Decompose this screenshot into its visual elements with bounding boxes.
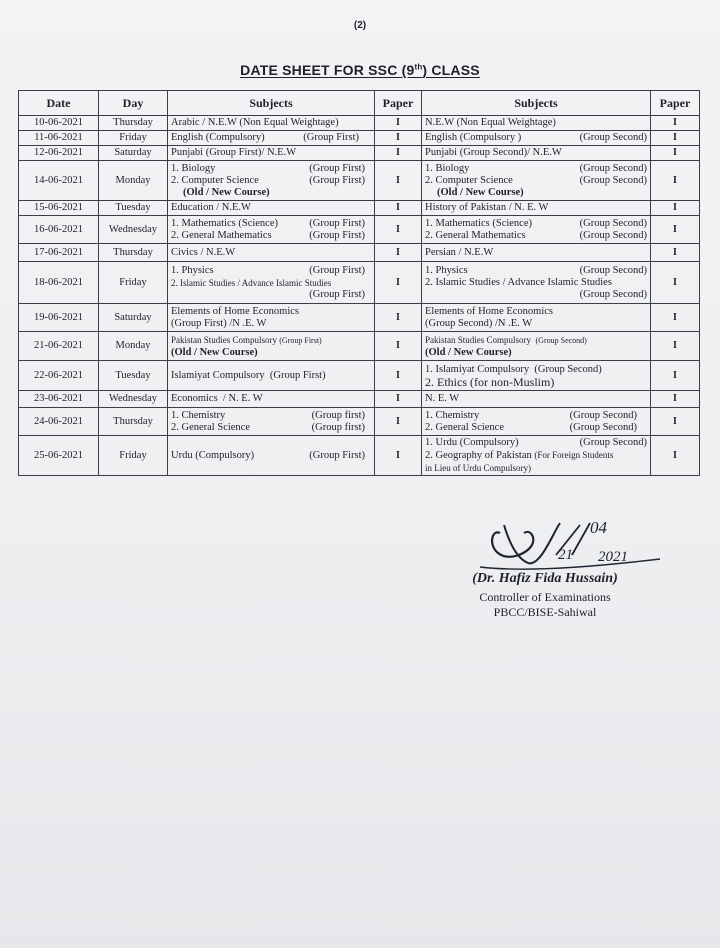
subject-text: 1. Chemistry [425,409,480,421]
paper-cell: I [375,116,422,131]
subject-group-second-cell [422,304,651,332]
subject-group-first-cell [168,361,375,391]
subject-text: English (Compulsory ) [425,132,522,143]
date-cell: 16-06-2021 [19,216,99,244]
date-cell: 24-06-2021 [19,408,99,436]
paper-cell: I [375,244,422,262]
subject-note: (For Foreign Students [534,450,614,460]
group-label: (Group First) [309,449,365,461]
table-row [19,361,700,391]
table-row [19,244,700,262]
paper-cell: I [651,262,700,304]
course-note: (Old / New Course) [183,186,270,198]
table-row [19,262,700,304]
subject-group-second-cell [422,436,651,476]
paper-cell: I [375,332,422,361]
subject-group-first-cell [168,216,375,244]
paper-cell: I [375,361,422,391]
subject-text: (Group Second) /N .E. W [425,317,533,329]
subject-group-first-cell [168,436,375,476]
day-cell: Friday [99,131,168,146]
subject-group-first-cell [168,146,375,161]
date-cell: 21-06-2021 [19,332,99,361]
signatory-office: PBCC/BISE-Sahiwal [493,605,597,619]
subject-text: 2. Islamic Studies / Advance Islamic Studies [171,277,332,288]
table-row [19,146,700,161]
course-note: (Old / New Course) [425,346,512,358]
subject-group-second-cell [422,262,651,304]
table-row [19,391,700,408]
paper-cell: I [651,161,700,201]
header-subjects-group-first: Subjects [168,91,375,116]
group-label: (Group Second) [579,264,647,276]
header-paper-group-second: Paper [651,91,700,116]
subject-text: Persian / N.E.W [425,246,494,258]
title-end: ) CLASS [422,62,480,78]
header-date: Date [19,91,99,116]
paper-cell: I [651,201,700,216]
subject-text: (Group First) /N .E. W [171,317,267,329]
subject-group-first-cell [168,201,375,216]
header-subjects-group-second: Subjects [422,91,651,116]
paper-cell: I [375,201,422,216]
subject-text: N.E.W (Non Equal Weightage) [425,117,556,128]
group-label: (Group Second) [579,288,647,300]
subject-text: Elements of Home Economics [171,305,300,317]
subject-text: Elements of Home Economics [425,305,554,317]
subject-group-second-cell [422,408,651,436]
subject-group-second-cell [422,146,651,161]
subject-text: Arabic / N.E.W (Non Equal Weightage) [171,117,339,128]
subject-text: Economics / N. E. W [171,393,263,404]
page-number: (2) [353,20,367,31]
subject-text: 1. Physics [171,264,214,276]
subject-group-second-cell [422,201,651,216]
group-label: (Group Second) [579,162,647,174]
date-cell: 22-06-2021 [19,361,99,391]
day-cell: Friday [99,262,168,304]
paper-cell: I [375,161,422,201]
subject-text: Pakistan Studies Compulsory [171,334,278,345]
subject-text: 1. Urdu (Compulsory) [425,437,519,448]
paper-cell: I [651,332,700,361]
group-label: (Group first) [311,409,365,421]
paper-cell: I [375,262,422,304]
subject-text: 2. Ethics (for non-Muslim) [425,374,555,389]
subject-group-second-cell [422,216,651,244]
title-main: DATE SHEET FOR SSC (9 [240,62,415,78]
page-title [0,62,720,78]
subject-group-second-cell [422,161,651,201]
group-label: (Group First) [309,288,365,300]
signature-date-day: 21 [558,547,573,563]
paper-cell: I [375,216,422,244]
paper-cell: I [375,131,422,146]
subject-text: 2. General Science [425,421,505,433]
date-cell: 23-06-2021 [19,391,99,408]
day-cell: Thursday [99,408,168,436]
subject-group-second-cell [422,332,651,361]
table-row [19,201,700,216]
table-row [19,408,700,436]
course-note: (Old / New Course) [437,186,524,198]
group-label: (Group first) [311,421,365,433]
group-label: (Group Second) [579,174,647,186]
signature-date-month: 04 [590,518,607,537]
header-day: Day [99,91,168,116]
subject-text: English (Compulsory) [171,132,265,143]
signature-date-year: 2021 [598,549,628,565]
paper-cell: I [375,436,422,476]
day-cell: Monday [99,332,168,361]
subject-group-first-cell [168,116,375,131]
group-label: (Group Second) [569,409,637,421]
subject-text: History of Pakistan / N. E. W [425,202,549,213]
subject-text: 1. Biology [171,162,216,174]
subject-group-first-cell [168,408,375,436]
paper-cell: I [651,391,700,408]
day-cell: Wednesday [99,216,168,244]
table-row [19,161,700,201]
subject-text: Islamiyat Compulsory (Group First) [171,369,326,381]
subject-text: 1. Islamiyat Compulsory (Group Second) [425,363,602,375]
group-label: (Group Second) [535,335,587,345]
date-cell: 15-06-2021 [19,201,99,216]
subject-note: in Lieu of Urdu Compulsory) [425,463,531,473]
table-row [19,131,700,146]
subject-text: 2. Computer Science [425,174,513,186]
day-cell: Monday [99,161,168,201]
subject-group-first-cell [168,262,375,304]
paper-cell: I [651,361,700,391]
subject-group-first-cell [168,304,375,332]
day-cell: Thursday [99,116,168,131]
subject-group-first-cell [168,391,375,408]
subject-text: 1. Mathematics (Science) [171,217,278,229]
group-label: (Group First) [303,132,359,143]
group-label: (Group First) [309,264,365,276]
subject-group-second-cell [422,244,651,262]
subject-text: N. E. W [425,393,460,404]
subject-text: 2. General Mathematics [171,229,272,241]
date-cell: 19-06-2021 [19,304,99,332]
table-row [19,304,700,332]
subject-text: Punjabi (Group Second)/ N.E.W [425,147,562,158]
paper-cell: I [651,146,700,161]
course-note: (Old / New Course) [171,346,258,358]
subject-text: 2. General Science [171,421,251,433]
subject-group-second-cell [422,361,651,391]
subject-group-second-cell [422,391,651,408]
group-label: (Group First) [279,335,322,345]
title-superscript: th [414,62,423,72]
subject-text: 2. Geography of Pakistan [425,450,532,461]
date-cell: 17-06-2021 [19,244,99,262]
subject-group-second-cell [422,116,651,131]
paper-cell: I [375,408,422,436]
subject-text: 1. Chemistry [171,409,226,421]
subject-text: 2. General Mathematics [425,229,526,241]
group-label: (Group Second) [579,229,647,241]
signatory-name: (Dr. Hafiz Fida Hussain) [472,571,618,586]
group-label: (Group Second) [579,437,647,448]
paper-cell: I [651,216,700,244]
group-label: (Group Second) [579,217,647,229]
date-cell: 14-06-2021 [19,161,99,201]
group-label: (Group First) [309,174,365,186]
paper-cell: I [375,146,422,161]
paper-cell: I [651,116,700,131]
group-label: (Group Second) [579,132,647,143]
date-cell: 18-06-2021 [19,262,99,304]
subject-group-first-cell [168,244,375,262]
paper-cell: I [651,408,700,436]
subject-text: Civics / N.E.W [171,246,236,258]
subject-text: Pakistan Studies Compulsory [425,334,532,345]
table-row [19,436,700,476]
date-cell: 10-06-2021 [19,116,99,131]
paper-cell: I [651,131,700,146]
table-row [19,116,700,131]
subject-text: 2. Islamic Studies / Advance Islamic Studies [425,276,612,288]
subject-group-first-cell [168,161,375,201]
subject-group-first-cell [168,131,375,146]
group-label: (Group First) [309,217,365,229]
paper-cell: I [651,436,700,476]
paper-cell: I [651,304,700,332]
day-cell: Tuesday [99,201,168,216]
table-row [19,332,700,361]
date-cell: 25-06-2021 [19,436,99,476]
day-cell: Thursday [99,244,168,262]
paper-cell: I [651,244,700,262]
subject-text: 2. Computer Science [171,174,259,186]
subject-text: 1. Biology [425,162,470,174]
subject-group-first-cell [168,332,375,361]
table-row [19,216,700,244]
date-sheet-table [18,90,700,476]
paper-cell: I [375,304,422,332]
group-label: (Group Second) [569,421,637,433]
subject-text: 1. Mathematics (Science) [425,217,532,229]
day-cell: Tuesday [99,361,168,391]
paper-cell: I [375,391,422,408]
signatory-designation: Controller of Examinations [479,590,611,604]
date-cell: 11-06-2021 [19,131,99,146]
subject-text: Urdu (Compulsory) [171,449,255,461]
date-cell: 12-06-2021 [19,146,99,161]
day-cell: Wednesday [99,391,168,408]
day-cell: Saturday [99,304,168,332]
header-paper-group-first: Paper [375,91,422,116]
group-label: (Group First) [309,162,365,174]
subject-text: 1. Physics [425,264,468,276]
subject-group-second-cell [422,131,651,146]
day-cell: Saturday [99,146,168,161]
group-label: (Group First) [309,229,365,241]
table-header-row [19,91,700,116]
day-cell: Friday [99,436,168,476]
subject-text: Education / N.E.W [171,202,251,213]
subject-text: Punjabi (Group First)/ N.E.W [171,147,297,158]
